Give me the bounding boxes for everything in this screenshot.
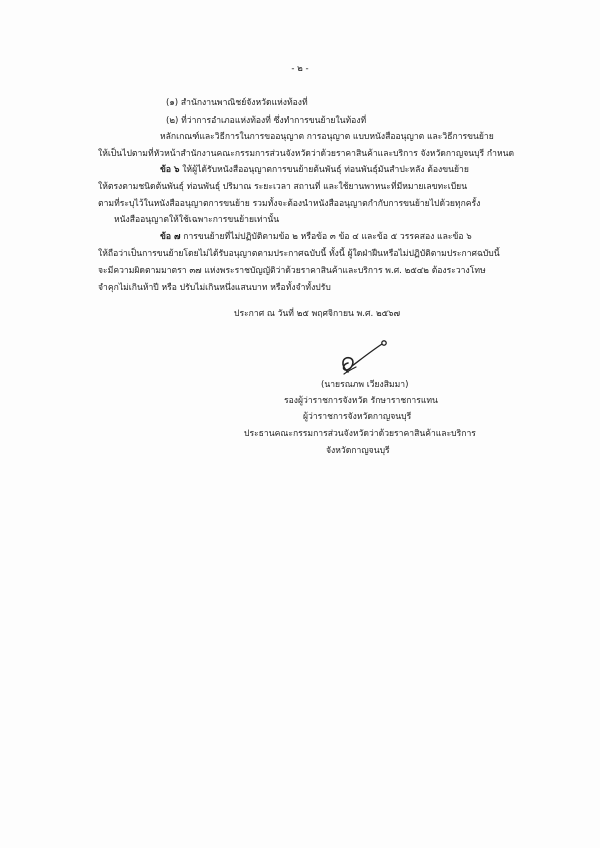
signatory-name: (นายรณภพ เวียงสิมมา) [321, 380, 409, 390]
signatory-title: ผู้ว่าราชการจังหวัดกาญจนบุรี [303, 412, 412, 422]
criteria-line: ให้เป็นไปตามที่หัวหน้าสำนักงานคณะกรรมการส่วนจังหวัดว่าด้วยราคาสินค้าและบริการ จังหวัดกาญจนบุรี กำหนด [98, 149, 515, 159]
list-item: (๑) สำนักงานพาณิชย์จังหวัดแห่งท้องที่ [166, 98, 308, 108]
signatory-title: ประธานคณะกรรมการส่วนจังหวัดว่าด้วยราคาสินค้าและบริการ [244, 429, 476, 439]
clause-7-line: จำคุกไม่เกินห้าปี หรือ ปรับไม่เกินหนึ่งแสนบาท หรือทั้งจำทั้งปรับ [98, 283, 331, 293]
clause-7-text: การขนย้ายที่ไม่ปฏิบัติตามข้อ ๒ หรือข้อ ๓ ข้อ ๔ และข้อ ๕ วรรคสอง และข้อ ๖ [183, 232, 472, 242]
signature-image [334, 336, 394, 378]
clause-7-first-line [160, 232, 472, 243]
clause-6-line: ให้ตรงตามชนิดต้นพันธุ์ ท่อนพันธุ์ ปริมาณ ระยะเวลา สถานที่ และใช้ยานพาหนะที่มีหมายเลขทะเบียน [98, 182, 468, 192]
clause-7-label: ข้อ ๗ [160, 232, 181, 242]
clause-6-first-line [160, 165, 469, 176]
clause-6-label: ข้อ ๖ [160, 165, 180, 175]
signatory-title: รองผู้ว่าราชการจังหวัด รักษาราชการแทน [284, 396, 438, 406]
criteria-line: หลักเกณฑ์และวิธีการในการขออนุญาต การอนุญาต แบบหนังสืออนุญาต และวิธีการขนย้าย [160, 132, 494, 142]
signatory-title: จังหวัดกาญจนบุรี [326, 446, 390, 456]
clause-6-line: ตามที่ระบุไว้ในหนังสืออนุญาตการขนย้าย รวมทั้งจะต้องนำหนังสืออนุญาตกำกับการขนย้ายไปด้วยทุกครั้ง [98, 199, 481, 209]
clause-7-line: ให้ถือว่าเป็นการขนย้ายโดยไม่ได้รับอนุญาตตามประกาศฉบับนี้ ทั้งนี้ ผู้ใดฝ่าฝืนหรือไม่ปฏิบัติตามประกาศฉบับนี้ [98, 249, 500, 259]
announcement-date: ประกาศ ณ วันที่ ๒๕ พฤศจิกายน พ.ศ. ๒๕๖๗ [234, 309, 401, 319]
page-number: - ๒ - [291, 64, 309, 74]
clause-7-line: จะมีความผิดตามมาตรา ๓๗ แห่งพระราชบัญญัติว่าด้วยราคาสินค้าและบริการ พ.ศ. ๒๕๔๒ ต้องระวางโทษ [98, 266, 486, 276]
clause-6-line: หนังสืออนุญาตให้ใช้เฉพาะการขนย้ายเท่านั้น [114, 215, 280, 225]
clause-6-text: ให้ผู้ได้รับหนังสืออนุญาตการขนย้ายต้นพันธุ์ ท่อนพันธุ์มันสำปะหลัง ต้องขนย้าย [182, 165, 469, 175]
list-item: (๒) ที่ว่าการอำเภอแห่งท้องที่ ซึ่งทำการขนย้ายในท้องที่ [166, 116, 367, 126]
